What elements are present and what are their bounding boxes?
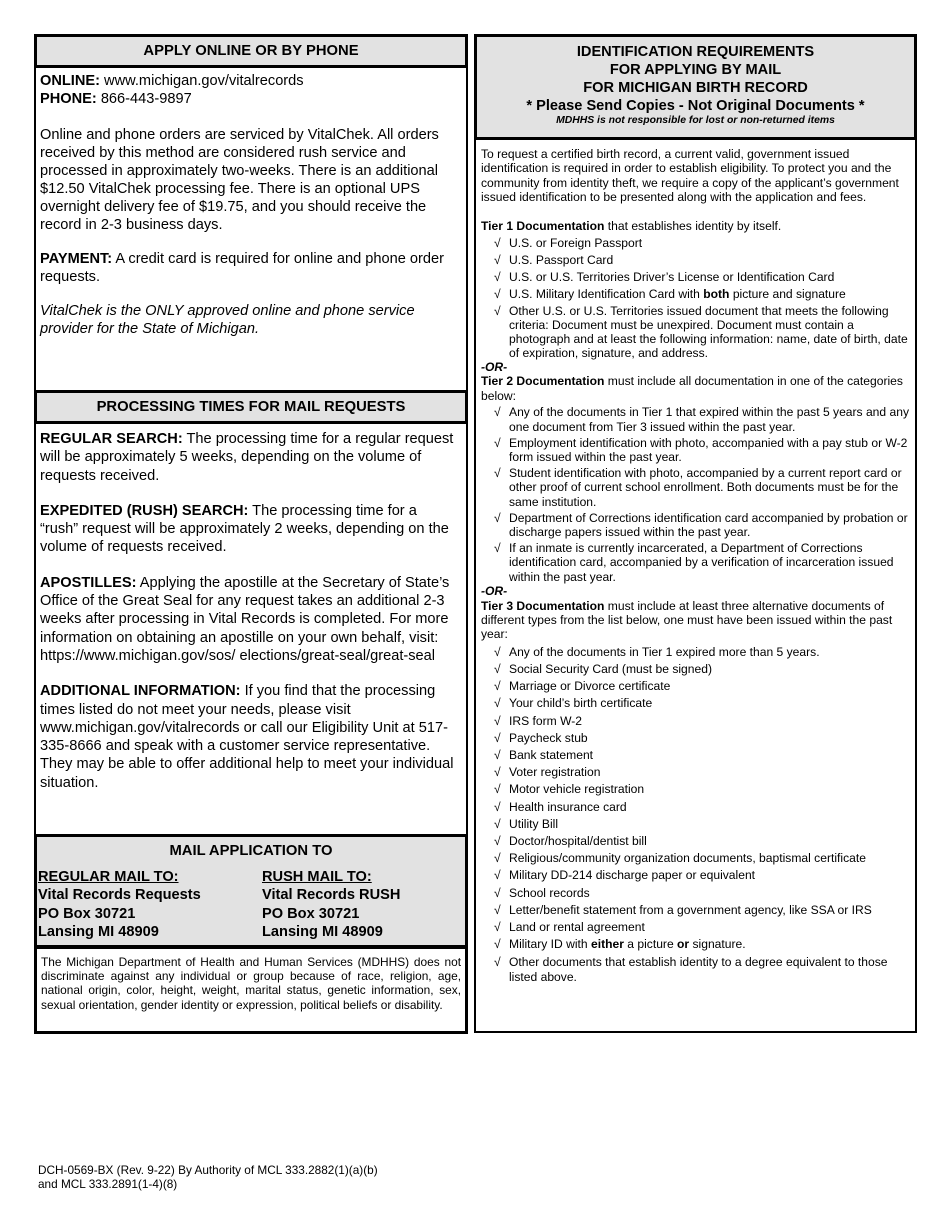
processing-times-header-text: PROCESSING TIMES FOR MAIL REQUESTS: [96, 399, 406, 415]
check-icon: √: [494, 644, 501, 659]
regular-mail-line2: PO Box 30721: [38, 905, 136, 922]
form-authority: and MCL 333.2891(1-4)(8): [38, 1176, 178, 1191]
online-label: ONLINE:: [40, 73, 100, 89]
check-icon: √: [494, 955, 501, 970]
list-item: √ Department of Corrections identification card accompanied by probation or discharge papers issued within the past year.: [494, 510, 908, 539]
additional-info-label: ADDITIONAL INFORMATION:: [40, 683, 241, 700]
id-intro: To request a certified birth record, a current valid, government issued identification is required in order to establish eligibility. To protect you and the community from identity theft, we require a copy of the applicant’s government issued identification to be presented along with the application and fees.: [481, 147, 899, 205]
list-item: √ Any of the documents in Tier 1 expired more than 5 years.: [481, 644, 911, 661]
tier2-list: [481, 405, 911, 584]
regular-mail-address: [38, 868, 201, 942]
phone-number: 866-443-9897: [96, 91, 192, 107]
list-item: √ Letter/benefit statement from a government agency, like SSA or IRS: [481, 902, 911, 919]
list-item: √ Student identification with photo, accompanied by a current report card or other proof of current school enrollment. Both documents must be for the same institution.: [494, 465, 902, 509]
check-icon: √: [494, 885, 501, 900]
check-icon: √: [494, 868, 501, 883]
phone-label: PHONE:: [40, 91, 97, 107]
check-icon: √: [494, 236, 501, 251]
list-item: √ IRS form W-2: [481, 713, 911, 730]
tier1-intro: [481, 219, 911, 233]
list-item: √ Health insurance card: [481, 799, 911, 816]
id-header-line1: IDENTIFICATION REQUIREMENTS: [576, 44, 815, 60]
list-item: √ Other U.S. or U.S. Territories issued document that meets the following criteria: Document must be unexpired. Document must contain a photograph and at least the following information: name, date of birth, date of expiration, signature, and address.: [494, 304, 908, 361]
tier2-text: must include all documentation in one of the categories below:: [481, 374, 903, 403]
list-item: √ Military DD-214 discharge paper or equivalent: [481, 867, 911, 884]
check-icon: √: [494, 510, 501, 525]
tier2-label: Tier 2 Documentation: [481, 374, 605, 389]
list-item: √ Bank statement: [481, 747, 911, 764]
apostilles-text: Applying the apostille at the Secretary of State’s Office of the Great Seal for any request takes an additional 2-3 weeks after processing in Vital Records is completed. For more information on obtaining an apostille on your own behalf, visit: https://www.michigan.gov/sos/ elections/great-seal/great-seal: [40, 574, 450, 664]
check-icon: √: [494, 661, 501, 676]
check-icon: √: [494, 816, 501, 831]
regular-mail-title: REGULAR MAIL TO:: [38, 869, 179, 885]
list-item: √ U.S. or Foreign Passport: [494, 236, 643, 251]
processing-times-section: [34, 424, 468, 836]
check-icon: √: [494, 405, 501, 420]
check-icon: √: [494, 304, 501, 319]
tier1-list: [481, 235, 911, 360]
regular-mail-line1: Vital Records Requests: [38, 887, 201, 904]
check-icon: √: [494, 540, 501, 555]
list-item: √ Religious/community organization documents, baptismal certificate: [481, 850, 911, 867]
check-icon: √: [494, 253, 501, 268]
processing-times-header: [34, 390, 468, 424]
apply-online-header: [34, 34, 468, 68]
regular-search-label: REGULAR SEARCH:: [40, 431, 183, 447]
rush-mail-line3: Lansing MI 48909: [262, 924, 383, 941]
list-item: √ U.S. or U.S. Territories Driver’s License or Identification Card: [494, 270, 835, 285]
tier2-intro: [481, 374, 911, 403]
rush-mail-line1: Vital Records RUSH: [262, 887, 401, 904]
lost-items-disclaimer: MDHHS is not responsible for lost or non-returned items: [556, 115, 835, 126]
check-icon: √: [494, 465, 501, 480]
payment-text: A credit card is required for online and phone order requests.: [40, 251, 444, 285]
check-icon: √: [494, 713, 501, 728]
list-item: √ Your child’s birth certificate: [481, 695, 911, 712]
check-icon: √: [494, 799, 501, 814]
expedited-search-label: EXPEDITED (RUSH) SEARCH:: [40, 502, 249, 519]
online-url: www.michigan.gov/vitalrecords: [100, 73, 304, 89]
tier3-text: must include at least three alternative documents of different types from the list below, one must have been issued within the past year:: [481, 598, 893, 642]
list-item: √ Land or rental agreement: [481, 919, 911, 936]
id-requirements-body: [474, 138, 917, 1033]
check-icon: √: [494, 902, 501, 917]
check-icon: √: [494, 679, 501, 694]
id-header-line3: FOR MICHIGAN BIRTH RECORD: [583, 80, 808, 96]
check-icon: √: [494, 833, 501, 848]
rush-mail-title: RUSH MAIL TO:: [262, 869, 372, 885]
mail-application-box: [34, 834, 468, 948]
check-icon: √: [494, 765, 501, 780]
tier1-label: Tier 1 Documentation: [481, 218, 605, 233]
list-item: √ Marriage or Divorce certificate: [481, 678, 911, 695]
copies-notice: * Please Send Copies - Not Original Documents *: [526, 98, 865, 114]
check-icon: √: [494, 696, 501, 711]
check-icon: √: [494, 747, 501, 762]
list-item: √ U.S. Military Identification Card with both picture and signature: [494, 287, 846, 302]
list-item: √ Motor vehicle registration: [481, 781, 911, 798]
apostilles-label: APOSTILLES:: [40, 574, 137, 591]
tier3-label: Tier 3 Documentation: [481, 598, 605, 613]
regular-search-text: The processing time for a regular request will be approximately 5 weeks, depending on the volume of requests received.: [40, 431, 454, 484]
list-item: √ Military ID with either a picture or signature.: [481, 936, 911, 953]
list-item: √ If an inmate is currently incarcerated, a Department of Corrections identification card, accompanied by a verification of incarceration issued within the past year.: [494, 540, 894, 584]
id-requirements-header: [474, 34, 917, 140]
mail-application-header: MAIL APPLICATION TO: [169, 843, 333, 859]
expedited-search-text: The processing time for a “rush” request will be approximately 2 weeks, depending on the volume of requests received.: [40, 502, 449, 556]
check-icon: √: [494, 937, 501, 952]
form-footer: [38, 1164, 538, 1191]
check-icon: √: [494, 287, 501, 302]
check-icon: √: [494, 920, 501, 934]
list-item: √ Employment identification with photo, accompanied with a pay stub or W-2 form issued within the past year.: [494, 435, 908, 464]
tier3-intro: [481, 599, 911, 642]
id-header-line2: FOR APPLYING BY MAIL: [609, 62, 782, 78]
or-separator: -OR-: [481, 584, 508, 599]
list-item: √ Social Security Card (must be signed): [481, 661, 911, 678]
rush-mail-address: [262, 868, 400, 942]
list-item: √ School records: [481, 885, 911, 902]
rush-mail-line2: PO Box 30721: [262, 905, 360, 922]
list-item: √ Other documents that establish identity to a degree equivalent to those listed above.: [494, 955, 888, 984]
list-item: √ U.S. Passport Card: [494, 253, 614, 268]
form-number: DCH-0569-BX (Rev. 9-22) By Authority of MCL 333.2882(1)(a)(b): [38, 1163, 378, 1177]
list-item: √ Doctor/hospital/dentist bill: [481, 833, 911, 850]
nondiscrimination-box: [34, 946, 468, 1034]
apply-online-header-text: APPLY ONLINE OR BY PHONE: [143, 43, 359, 59]
apply-online-section: [34, 66, 468, 392]
tier1-text: that establishes identity by itself.: [604, 218, 782, 233]
or-separator: -OR-: [481, 360, 508, 375]
check-icon: √: [494, 270, 501, 285]
nondiscrimination-text: The Michigan Department of Health and Human Services (MDHHS) does not discriminate against any individual or group because of race, religion, age, national origin, color, height, weight, marital status, genetic information, sex, sexual orientation, gender identity or expression, political beliefs or disability.: [41, 955, 461, 1012]
vitalchek-approved-note: VitalChek is the ONLY approved online and phone service provider for the State of Michigan.: [40, 303, 415, 337]
vitalchek-info: Online and phone orders are serviced by VitalChek. All orders received by this method are considered rush service and processed in approximately two-weeks. There is an additional $12.50 VitalChek processing fee. There is an optional UPS overnight delivery fee of $19.75, and you should receive the record in 2-3 business days.: [40, 127, 439, 233]
list-item: √ Voter registration: [481, 764, 911, 781]
check-icon: √: [494, 782, 501, 797]
list-item: √ Paycheck stub: [481, 730, 911, 747]
payment-label: PAYMENT:: [40, 251, 113, 267]
regular-mail-line3: Lansing MI 48909: [38, 924, 159, 941]
check-icon: √: [494, 435, 501, 450]
check-icon: √: [494, 851, 501, 866]
check-icon: √: [494, 730, 501, 745]
list-item: √ Any of the documents in Tier 1 that expired within the past 5 years and any one document from Tier 3 issued within the past year.: [494, 405, 909, 434]
additional-info-text: If you find that the processing times listed do not meet your needs, please visit www.michigan.gov/vitalrecords or call our Eligibility Unit at 517-335-8666 and speak with a customer service representative. They may be able to offer additional help to meet your individual situation.: [40, 683, 454, 791]
tier3-list: [481, 644, 911, 984]
list-item: √ Utility Bill: [481, 816, 911, 833]
